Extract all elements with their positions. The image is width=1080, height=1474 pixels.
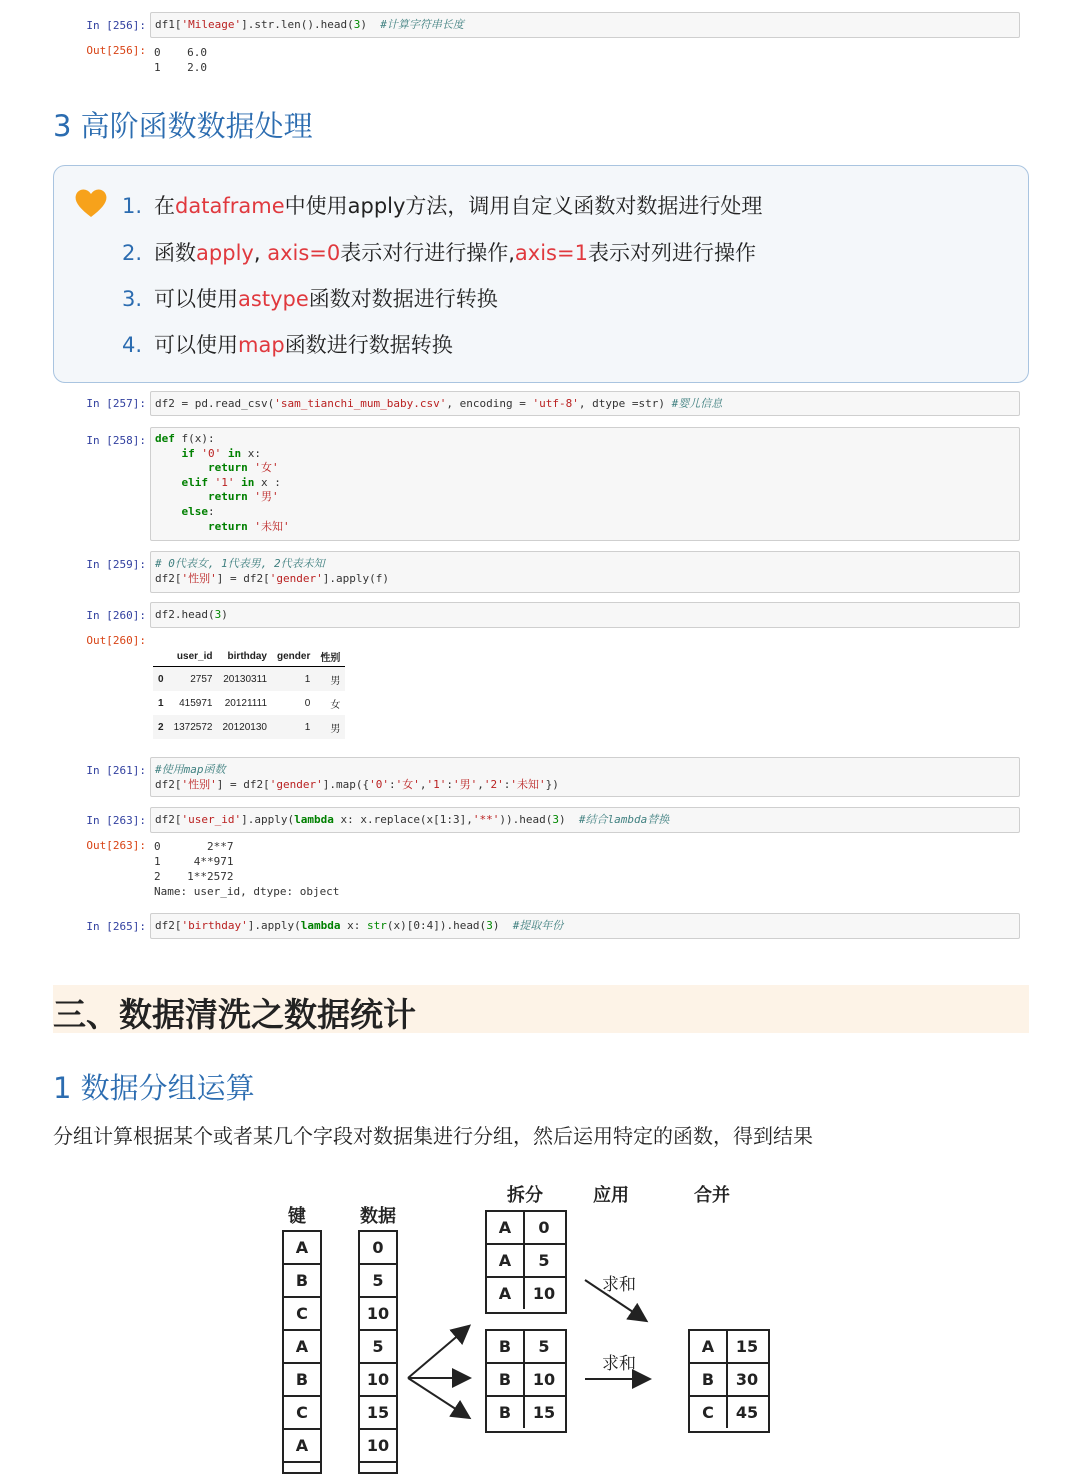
tip-callout — [53, 165, 1029, 383]
cell-263 — [80, 807, 1020, 902]
code-line — [155, 432, 1015, 447]
code-token: df2[ — [155, 778, 182, 791]
row-index: 2 — [158, 721, 164, 733]
code-token: ].str.len().head( — [241, 18, 354, 31]
tip-text: 函数 — [154, 241, 197, 265]
table-cell: 20120130 — [222, 721, 267, 733]
code-token: '男' — [254, 490, 279, 504]
apply-arrow-diagonal — [585, 1280, 645, 1320]
table-body — [153, 667, 345, 740]
code-token: '女' — [395, 778, 420, 791]
code-token: x: x.replace(x[1:3], — [333, 813, 473, 826]
diagram-value: 10 — [532, 1370, 556, 1389]
diagram-value: 15 — [532, 1403, 556, 1422]
table-cell: 20130311 — [223, 673, 267, 685]
code-token: return — [207, 519, 248, 533]
combine-header: 合并 — [694, 1185, 730, 1206]
diagram-cell: A — [284, 1430, 320, 1463]
code-token: 3 — [214, 608, 222, 621]
tip-text: 函数对数据进行转换 — [308, 287, 498, 311]
code-token: #计算字符串长度 — [380, 18, 464, 31]
diagram-cell: A — [284, 1331, 320, 1364]
diagram-key: B — [690, 1364, 728, 1395]
code-token: else — [181, 504, 208, 518]
code-token: '未知' — [510, 778, 546, 791]
code-token: df1[ — [155, 18, 182, 31]
highlight-text: astype — [238, 287, 309, 311]
dataframe-table — [153, 646, 345, 739]
table-cell: 20121111 — [224, 697, 267, 709]
diagram-key: B — [487, 1364, 525, 1395]
diagram-cell: 10 — [360, 1364, 396, 1397]
code-input[interactable] — [150, 913, 1020, 939]
table-cell: 男 — [330, 675, 341, 687]
code-token: , — [419, 778, 427, 791]
code-token: return — [207, 461, 248, 475]
code-token: return — [207, 490, 248, 504]
code-token: ) — [221, 608, 228, 621]
input-prompt: In [256]: — [86, 19, 146, 32]
code-token: 'utf-8' — [532, 397, 579, 410]
code-token: ) — [492, 919, 513, 932]
highlight-text: map — [238, 333, 285, 357]
cell-output: 0 6.0 1 2.0 — [154, 46, 207, 74]
diagram-cell: 10 — [360, 1430, 396, 1463]
code-token: '未知' — [254, 519, 290, 533]
code-token: 'gender' — [269, 778, 323, 791]
code-token: }) — [545, 778, 559, 791]
diagram-key: A — [487, 1278, 525, 1309]
table-cell: 0 — [304, 697, 311, 709]
code-token: x: — [241, 446, 261, 460]
table-header-row — [153, 646, 345, 667]
table-cell: 1 — [304, 673, 311, 685]
tip-number: 3. — [122, 287, 143, 311]
code-line — [155, 461, 1015, 476]
code-token: 'gender' — [269, 572, 323, 585]
tip-text: 表示对行进行操作, — [340, 241, 515, 265]
split-header: 拆分 — [507, 1185, 543, 1206]
diagram-cell: B — [284, 1364, 320, 1397]
code-input[interactable] — [150, 757, 1020, 797]
table-cell: 男 — [330, 723, 341, 735]
cell-257 — [80, 391, 1020, 417]
table-cell: 415971 — [179, 697, 213, 709]
code-token: )).head( — [499, 813, 553, 826]
tip-item — [122, 237, 756, 267]
code-input[interactable] — [150, 551, 1020, 593]
code-line — [155, 520, 1015, 535]
code-token: #结合lambda替换 — [578, 813, 670, 826]
code-token: def — [155, 432, 175, 445]
code-token: x : — [254, 475, 281, 489]
code-token: in — [227, 446, 242, 460]
code-token: ].apply( — [241, 813, 295, 826]
code-token: df2[ — [155, 813, 182, 826]
code-token: : — [208, 504, 215, 518]
column-header: 性别 — [315, 646, 345, 667]
code-token: '0' — [369, 778, 389, 791]
diagram-key: B — [487, 1397, 525, 1428]
diagram-key: A — [690, 1331, 728, 1362]
column-header: birthday — [218, 646, 273, 667]
code-token: , encoding = — [446, 397, 533, 410]
highlight-text: apply — [196, 241, 254, 265]
code-token: #提取年份 — [512, 919, 564, 932]
code-token — [155, 461, 208, 474]
diagram-value: 15 — [735, 1337, 759, 1356]
diagram-value: 45 — [735, 1403, 759, 1422]
code-token: , — [477, 778, 484, 791]
code-token: ].map({ — [322, 778, 370, 791]
code-token: 'user_id' — [181, 813, 242, 826]
code-token: '1' — [426, 778, 447, 791]
code-token: elif — [181, 475, 208, 489]
column-header: user_id — [169, 646, 218, 667]
code-input[interactable] — [150, 12, 1020, 38]
code-token: '男' — [452, 778, 478, 791]
input-prompt: In [259]: — [86, 558, 146, 571]
code-token: # 0代表女, 1代表男, 2代表未知 — [155, 557, 325, 570]
diagram-cell: C — [284, 1298, 320, 1331]
tip-text: 函数进行数据转换 — [284, 333, 453, 357]
diagram-key: C — [690, 1397, 728, 1428]
diagram-cell: B — [284, 1265, 320, 1298]
code-line — [155, 571, 1015, 586]
input-prompt: In [257]: — [86, 397, 146, 410]
code-token: 3 — [552, 813, 560, 826]
code-token: ].apply( — [247, 919, 301, 932]
input-prompt: In [258]: — [86, 434, 146, 447]
cell-261 — [80, 757, 1020, 797]
tip-number: 4. — [122, 333, 143, 357]
diagram-key: B — [487, 1331, 525, 1362]
highlight-text: axis=0 — [267, 241, 341, 265]
code-line — [155, 476, 1015, 491]
diagram-value: 10 — [532, 1284, 556, 1303]
code-line — [155, 777, 1015, 792]
data-header: 数据 — [360, 1206, 396, 1227]
code-token: df2[ — [155, 919, 182, 932]
input-prompt: In [261]: — [86, 764, 146, 777]
split-arrow-down — [408, 1378, 468, 1417]
groupby-diagram — [0, 1160, 1080, 1455]
code-token: '2' — [483, 778, 504, 791]
split-arrow-up — [408, 1327, 468, 1378]
code-token — [221, 447, 228, 460]
code-token — [155, 490, 208, 503]
code-token: : — [388, 778, 396, 791]
apply-header: 应用 — [593, 1185, 629, 1206]
code-token: , dtype =str) — [578, 397, 672, 410]
output-prompt: Out[256]: — [86, 44, 146, 57]
code-token: f(x): — [174, 432, 215, 445]
code-input[interactable] — [150, 427, 1020, 541]
diagram-value: 5 — [538, 1337, 550, 1356]
code-line — [155, 490, 1015, 505]
highlight-text: axis=1 — [514, 241, 588, 265]
diagram-value: 0 — [538, 1218, 550, 1237]
diagram-value: 5 — [538, 1251, 550, 1270]
row-index: 0 — [158, 673, 164, 685]
input-prompt: In [263]: — [86, 814, 146, 827]
code-token — [155, 447, 182, 460]
code-token: #婴儿信息 — [671, 397, 723, 410]
input-prompt: In [260]: — [86, 609, 146, 622]
code-token: (x)[0:4]).head( — [386, 919, 487, 932]
tip-text: 可以使用 — [154, 287, 239, 311]
tip-text: 可以使用 — [154, 333, 239, 357]
code-input[interactable] — [150, 602, 1020, 628]
code-token — [208, 476, 215, 489]
tip-text: 中使用apply方法，调用自定义函数对数据进行处理 — [284, 194, 763, 218]
output-prompt: Out[263]: — [86, 839, 146, 852]
tip-item — [122, 329, 453, 359]
table-cell: 2757 — [190, 673, 213, 685]
cell-259 — [80, 551, 1020, 593]
chapter-banner — [53, 985, 1029, 1033]
code-token — [155, 505, 182, 518]
code-token: 3 — [353, 18, 361, 31]
row-index: 1 — [158, 697, 164, 709]
code-token: lambda — [300, 919, 341, 932]
code-token: df2.head( — [155, 608, 215, 621]
key-header: 键 — [288, 1206, 306, 1227]
code-token: '1' — [214, 475, 235, 489]
code-input[interactable] — [150, 807, 1020, 833]
code-token: df2 = pd.read_csv( — [155, 397, 275, 410]
code-token: ] = df2[ — [216, 778, 270, 791]
section-title: 3 高阶函数数据处理 — [53, 109, 313, 143]
code-token: '**' — [472, 813, 500, 826]
code-token — [155, 520, 208, 533]
arrows — [0, 1160, 1080, 1440]
code-token: 'Mileage' — [181, 18, 242, 31]
code-token: '0' — [201, 446, 222, 460]
code-line — [155, 505, 1015, 520]
highlight-text: dataframe — [175, 194, 285, 218]
diagram-key: A — [487, 1245, 525, 1276]
cell-265 — [80, 913, 1020, 939]
code-token: str — [366, 919, 387, 932]
code-line — [155, 556, 1015, 571]
column-header: gender — [272, 646, 315, 667]
cell-output: 0 2**7 1 4**971 2 1**2572 Name: user_id, dtype: object — [154, 840, 340, 898]
code-token: df2[ — [155, 572, 182, 585]
tip-text: 在 — [154, 194, 176, 218]
code-token: '性别' — [181, 572, 217, 585]
intro-paragraph: 分组计算根据某个或者某几个字段对数据集进行分组，然后运用特定的函数，得到结果 — [53, 1124, 813, 1148]
column-header — [153, 646, 169, 667]
table-cell: 1 — [304, 721, 311, 733]
tip-number: 1. — [122, 194, 143, 218]
code-token: #使用map函数 — [155, 763, 226, 776]
apply-label-bottom: 求和 — [602, 1354, 636, 1374]
code-token: if — [181, 446, 195, 460]
code-token: 'sam_tianchi_mum_baby.csv' — [274, 397, 447, 410]
diagram-key: A — [487, 1212, 525, 1243]
code-token: x: — [340, 919, 367, 932]
code-token: 3 — [486, 919, 493, 932]
code-line — [155, 447, 1015, 462]
code-token: in — [241, 475, 255, 489]
code-token: ) — [360, 18, 381, 31]
table-row — [153, 691, 345, 715]
diagram-cell: 10 — [360, 1298, 396, 1331]
orange-heart-icon — [74, 188, 108, 218]
diagram-cell: 5 — [360, 1265, 396, 1298]
code-token: ) — [559, 813, 579, 826]
table-row — [153, 667, 345, 692]
code-token: '性别' — [181, 778, 217, 791]
tip-text: , — [253, 241, 268, 265]
cell-256 — [80, 12, 1020, 74]
code-token: ] = df2[ — [216, 572, 270, 585]
code-token: lambda — [294, 813, 334, 826]
table-cell: 1372572 — [173, 721, 213, 733]
code-token: : — [503, 778, 511, 791]
diagram-cell: 15 — [360, 1397, 396, 1430]
code-token — [155, 476, 182, 489]
diagram-value: 30 — [735, 1370, 759, 1389]
code-input[interactable] — [150, 391, 1020, 416]
tip-item — [122, 190, 762, 220]
table-cell: 女 — [330, 699, 341, 711]
output-prompt: Out[260]: — [86, 634, 146, 647]
diagram-cell: C — [284, 1397, 320, 1430]
chapter-title: 三、数据清洗之数据统计 — [53, 995, 416, 1034]
tip-number: 2. — [122, 241, 143, 265]
tip-text: 表示对列进行操作 — [587, 241, 756, 265]
tip-item — [122, 283, 498, 313]
diagram-cell: 0 — [360, 1232, 396, 1265]
code-line — [155, 762, 1015, 777]
diagram-cell: A — [284, 1232, 320, 1265]
code-token: 'birthday' — [181, 919, 248, 932]
diagram-cell: 5 — [360, 1331, 396, 1364]
apply-label-top: 求和 — [602, 1275, 636, 1295]
table-row — [153, 715, 345, 739]
input-prompt: In [265]: — [86, 920, 146, 933]
code-token: '女' — [254, 461, 279, 475]
code-token: ].apply(f) — [322, 572, 389, 585]
cell-258 — [80, 427, 1020, 541]
section-title: 1 数据分组运算 — [53, 1071, 255, 1105]
code-token: : — [446, 778, 453, 791]
